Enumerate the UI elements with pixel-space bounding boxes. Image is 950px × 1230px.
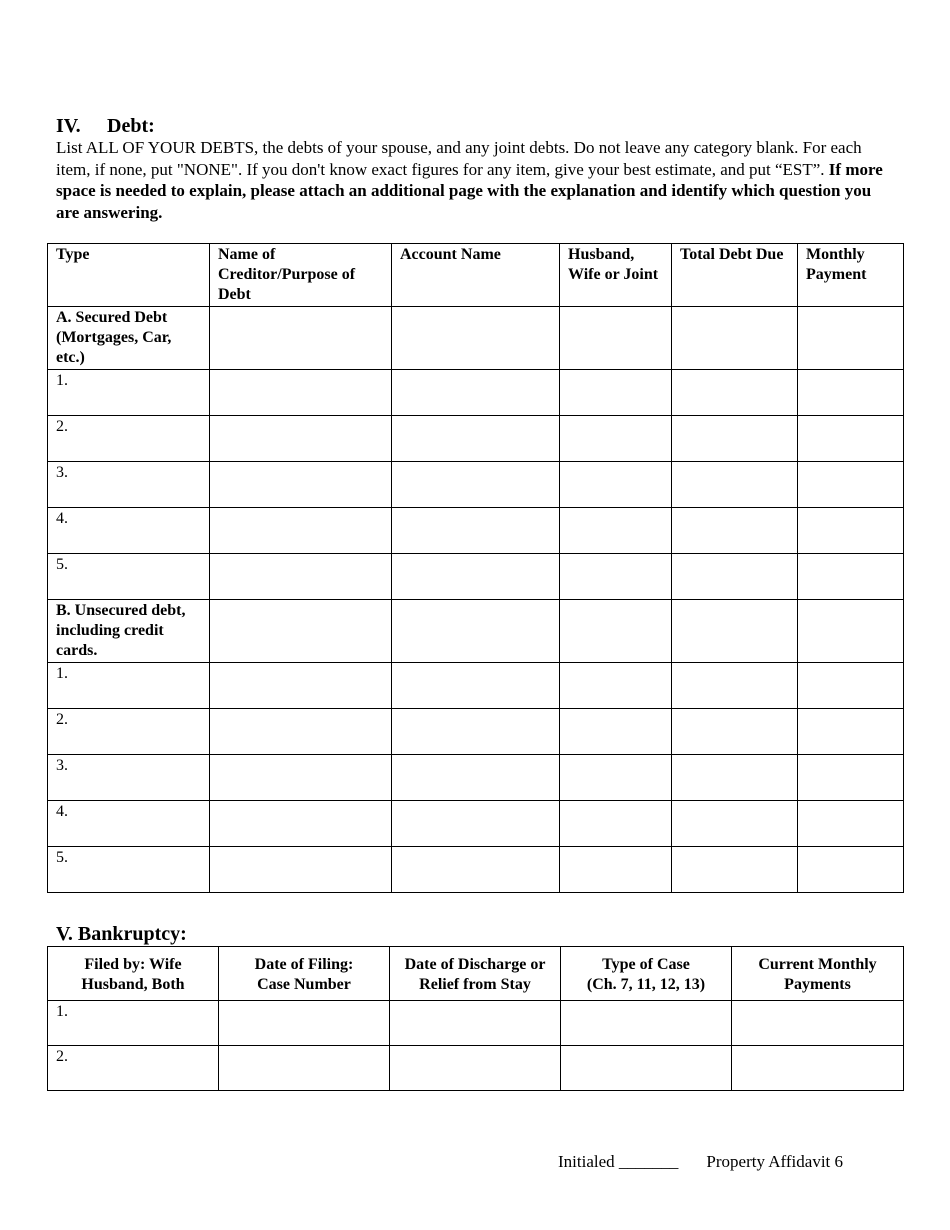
bankruptcy-column-header-line2: Husband, Both [81, 976, 185, 993]
debt-item-row [48, 755, 904, 801]
bankruptcy-column-header-line1: Filed by: Wife [84, 956, 182, 973]
debt-entry-cell[interactable] [798, 416, 904, 462]
debt-entry-cell[interactable] [210, 755, 392, 801]
debt-entry-cell[interactable] [672, 663, 798, 709]
debt-entry-cell[interactable] [672, 416, 798, 462]
bankruptcy-item-number[interactable]: 1. [48, 1001, 219, 1046]
debt-entry-cell[interactable] [210, 554, 392, 600]
debt-entry-cell[interactable] [560, 370, 672, 416]
debt-entry-cell[interactable] [392, 600, 560, 663]
debt-item-row [48, 554, 904, 600]
bankruptcy-entry-cell[interactable] [219, 1046, 390, 1091]
debt-entry-cell[interactable] [560, 600, 672, 663]
debt-item-number[interactable]: 2. [48, 709, 210, 755]
debt-item-number[interactable]: 1. [48, 370, 210, 416]
bankruptcy-column-header-line1: Current Monthly [758, 956, 877, 973]
bankruptcy-item-row [48, 1046, 904, 1091]
debt-entry-cell[interactable] [798, 462, 904, 508]
bankruptcy-column-header-line1: Type of Case [602, 956, 690, 973]
debt-entry-cell[interactable] [798, 755, 904, 801]
debt-entry-cell[interactable] [560, 462, 672, 508]
debt-instructions-bold: If more space is needed to explain, please attach an additional page with the explanation and identify which question you are answering. [56, 159, 883, 222]
debt-category-label: A. Secured Debt (Mortgages, Car, etc.) [48, 307, 210, 370]
debt-entry-cell[interactable] [210, 508, 392, 554]
debt-entry-cell[interactable] [210, 801, 392, 847]
debt-entry-cell[interactable] [560, 416, 672, 462]
debt-entry-cell[interactable] [210, 663, 392, 709]
debt-entry-cell[interactable] [560, 847, 672, 893]
debt-column-header: Total Debt Due [672, 244, 798, 307]
debt-entry-cell[interactable] [798, 663, 904, 709]
bankruptcy-column-header-line1: Date of Discharge or [404, 956, 546, 973]
debt-item-row [48, 370, 904, 416]
debt-item-number[interactable]: 2. [48, 416, 210, 462]
debt-item-number[interactable]: 1. [48, 663, 210, 709]
debt-table [47, 243, 904, 893]
bankruptcy-entry-cell[interactable] [732, 1046, 904, 1091]
debt-category-label: B. Unsecured debt, including credit cards. [48, 600, 210, 663]
debt-entry-cell[interactable] [392, 508, 560, 554]
debt-entry-cell[interactable] [560, 755, 672, 801]
debt-entry-cell[interactable] [560, 801, 672, 847]
debt-section-heading [56, 114, 155, 138]
debt-entry-cell[interactable] [672, 801, 798, 847]
debt-entry-cell[interactable] [798, 801, 904, 847]
debt-entry-cell[interactable] [392, 554, 560, 600]
debt-entry-cell[interactable] [210, 416, 392, 462]
debt-entry-cell[interactable] [560, 709, 672, 755]
debt-entry-cell[interactable] [560, 554, 672, 600]
debt-entry-cell[interactable] [210, 307, 392, 370]
debt-entry-cell[interactable] [210, 462, 392, 508]
bankruptcy-entry-cell[interactable] [732, 1001, 904, 1046]
debt-entry-cell[interactable] [672, 755, 798, 801]
debt-entry-cell[interactable] [210, 600, 392, 663]
debt-entry-cell[interactable] [392, 416, 560, 462]
bankruptcy-item-number[interactable]: 2. [48, 1046, 219, 1091]
debt-entry-cell[interactable] [672, 508, 798, 554]
debt-item-number[interactable]: 3. [48, 755, 210, 801]
debt-category-row [48, 600, 904, 663]
debt-entry-cell[interactable] [672, 554, 798, 600]
debt-item-number[interactable]: 4. [48, 508, 210, 554]
debt-entry-cell[interactable] [672, 600, 798, 663]
debt-instructions-text: List ALL OF YOUR DEBTS, the debts of your spouse, and any joint debts. Do not leave any category blank. For each item, if none, put "NONE". If you don't know exact figures for any item, give your best estimate, and put “EST”. [56, 138, 862, 179]
debt-item-row [48, 508, 904, 554]
debt-entry-cell[interactable] [392, 709, 560, 755]
debt-item-number[interactable]: 3. [48, 462, 210, 508]
debt-entry-cell[interactable] [210, 709, 392, 755]
debt-item-row [48, 462, 904, 508]
debt-entry-cell[interactable] [798, 600, 904, 663]
bankruptcy-column-header-line1: Date of Filing: [254, 956, 354, 973]
debt-column-header: Name of Creditor/Purpose of Debt [210, 244, 392, 307]
debt-column-header: Account Name [392, 244, 560, 307]
debt-entry-cell[interactable] [672, 462, 798, 508]
bankruptcy-table [47, 946, 904, 1091]
debt-entry-cell[interactable] [672, 847, 798, 893]
debt-column-header: Monthly Payment [798, 244, 904, 307]
debt-item-row [48, 801, 904, 847]
bankruptcy-column-header-line2: Relief from Stay [419, 976, 531, 993]
debt-entry-cell[interactable] [560, 307, 672, 370]
page-label: Property Affidavit 6 [706, 1152, 844, 1171]
bankruptcy-entry-cell[interactable] [219, 1001, 390, 1046]
page-footer [558, 1151, 843, 1173]
debt-column-header: Type [48, 244, 210, 307]
bankruptcy-entry-cell[interactable] [390, 1046, 561, 1091]
debt-item-row [48, 709, 904, 755]
bankruptcy-column-header-line2: (Ch. 7, 11, 12, 13) [586, 976, 706, 993]
debt-instructions [56, 137, 894, 223]
bankruptcy-column-header [390, 947, 561, 1001]
bankruptcy-entry-cell[interactable] [561, 1046, 732, 1091]
debt-entry-cell[interactable] [392, 307, 560, 370]
debt-item-number[interactable]: 5. [48, 847, 210, 893]
bankruptcy-table-header-row [48, 947, 904, 1001]
debt-entry-cell[interactable] [392, 755, 560, 801]
debt-entry-cell[interactable] [672, 307, 798, 370]
debt-column-header: Husband, Wife or Joint [560, 244, 672, 307]
debt-item-row [48, 663, 904, 709]
debt-entry-cell[interactable] [798, 307, 904, 370]
bankruptcy-column-header [219, 947, 390, 1001]
debt-entry-cell[interactable] [798, 508, 904, 554]
debt-entry-cell[interactable] [392, 370, 560, 416]
debt-entry-cell[interactable] [798, 370, 904, 416]
debt-item-row [48, 416, 904, 462]
bankruptcy-column-header-line2: Payments [784, 976, 851, 993]
bankruptcy-entry-cell[interactable] [390, 1001, 561, 1046]
bankruptcy-item-row [48, 1001, 904, 1046]
bankruptcy-section-heading: V. Bankruptcy: [56, 923, 187, 945]
bankruptcy-column-header-line2: Case Number [257, 976, 351, 993]
debt-entry-cell[interactable] [672, 709, 798, 755]
bankruptcy-entry-cell[interactable] [561, 1001, 732, 1046]
debt-section-title: Debt: [107, 115, 155, 137]
debt-entry-cell[interactable] [798, 554, 904, 600]
bankruptcy-column-header [561, 947, 732, 1001]
bankruptcy-column-header [732, 947, 904, 1001]
debt-entry-cell[interactable] [798, 709, 904, 755]
debt-item-number[interactable]: 4. [48, 801, 210, 847]
debt-item-number[interactable]: 5. [48, 554, 210, 600]
debt-entry-cell[interactable] [798, 847, 904, 893]
debt-entry-cell[interactable] [392, 462, 560, 508]
initialed-line: Initialed _______ [558, 1152, 679, 1171]
debt-entry-cell[interactable] [210, 370, 392, 416]
debt-entry-cell[interactable] [560, 508, 672, 554]
debt-entry-cell[interactable] [560, 663, 672, 709]
bankruptcy-column-header [48, 947, 219, 1001]
debt-section-number: IV. [56, 115, 81, 137]
debt-table-header-row [48, 244, 904, 307]
debt-entry-cell[interactable] [672, 370, 798, 416]
debt-entry-cell[interactable] [392, 663, 560, 709]
debt-entry-cell[interactable] [210, 847, 392, 893]
debt-category-row [48, 307, 904, 370]
debt-item-row [48, 847, 904, 893]
debt-entry-cell[interactable] [392, 801, 560, 847]
debt-entry-cell[interactable] [392, 847, 560, 893]
